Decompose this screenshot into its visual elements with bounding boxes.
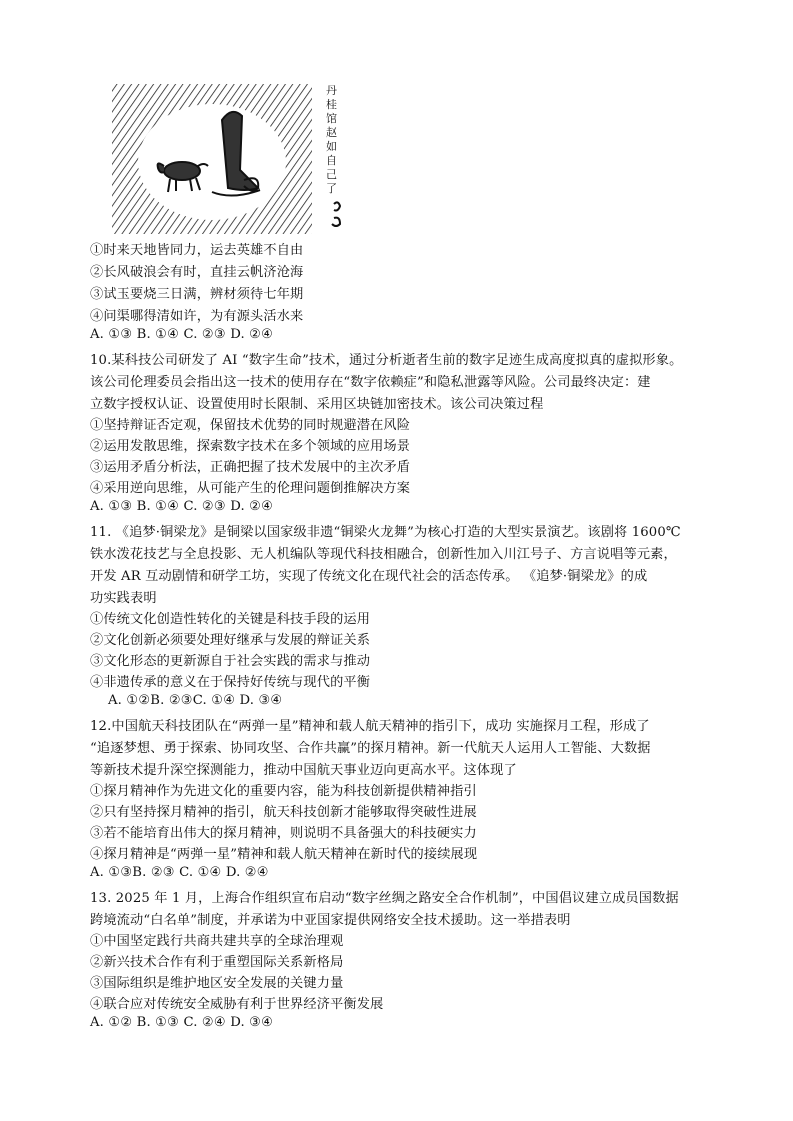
q12-option-4: ④探月精神是“两弹一星”精神和载人航天精神在新时代的接续展现 [90, 847, 478, 862]
q11-stem-line-4: 功实践表明 [90, 591, 157, 606]
artist-seal [332, 202, 340, 226]
q10-option-2: ②运用发散思维，探索数字技术在多个领域的应用场景 [90, 439, 411, 454]
svg-text:馆: 馆 [326, 112, 337, 125]
q9-option-3: ③试玉要烧三日满，辨材须待七年期 [90, 287, 304, 302]
q12-stem-line-1: 12.中国航天科技团队在“两弹一星”精神和载人航天精神的指引下，成功 实施探月工程，形成了 [90, 719, 650, 734]
svg-text:了: 了 [326, 182, 337, 195]
q11-option-4: ④非遗传承的意义在于保持好传统与现代的平衡 [90, 675, 371, 690]
q11-stem-line-2: 铁水泼花技艺与全息投影、无人机编队等现代科技相融合，创新性加入川江号子、方言说唱等元素， [90, 547, 677, 562]
q11-option-1: ①传统文化创造性转化的关键是科技手段的运用 [90, 612, 371, 627]
q10-answer-choices: A. ①③ B. ①④ C. ②③ D. ②④ [90, 499, 274, 514]
svg-text:丹: 丹 [326, 84, 337, 97]
q9-option-4: ④问渠哪得清如许，为有源头活水来 [90, 309, 304, 324]
q13-option-3: ③国际组织是维护地区安全发展的关键力量 [90, 976, 344, 991]
svg-text:自: 自 [326, 154, 337, 167]
cartoon-drawing [112, 80, 360, 234]
q13-option-4: ④联合应对传统安全威胁有利于世界经济平衡发展 [90, 997, 384, 1012]
q12-stem-line-2: “追逐梦想、勇于探索、协同攻坚、合作共赢”的探月精神。新一代航天人运用人工智能、大数据 [90, 741, 651, 756]
svg-text:己: 己 [326, 168, 337, 181]
q12-option-3: ③若不能培育出伟大的探月精神，则说明不具备强大的科技硬实力 [90, 826, 477, 841]
q13-answer-choices: A. ①② B. ①③ C. ②④ D. ③④ [90, 1015, 274, 1030]
q13-option-2: ②新兴技术合作有利于重塑国际关系新格局 [90, 955, 344, 970]
q13-stem-line-2: 跨境流动“白名单”制度，并承诺为中亚国家提供网络安全技术援助。这一举措表明 [90, 913, 571, 928]
q11-option-3: ③文化形态的更新源自于社会实践的需求与推动 [90, 654, 371, 669]
q12-option-2: ②只有坚持探月精神的指引，航天科技创新才能够取得突破性进展 [90, 805, 477, 820]
q12-option-1: ①探月精神作为先进文化的重要内容，能为科技创新提供精神指引 [90, 784, 477, 799]
q10-option-3: ③运用矛盾分析法，正确把握了技术发展中的主次矛盾 [90, 460, 411, 475]
q10-option-1: ①坚持辩证否定观，保留技术优势的同时规避潜在风险 [90, 418, 411, 433]
q9-option-2: ②长风破浪会有时，直挂云帆济沧海 [90, 265, 304, 280]
svg-text:赵: 赵 [326, 126, 337, 139]
q11-answer-choices: A. ①②B. ②③C. ①④ D. ③④ [108, 693, 283, 708]
svg-text:桂: 桂 [326, 98, 337, 111]
q11-option-2: ②文化创新必须要处理好继承与发展的辩证关系 [90, 633, 371, 648]
q11-stem-line-3: 开发 AR 互动剧情和研学工坊，实现了传统文化在现代社会的活态传承。 《追梦·铜梁龙》的成 [90, 569, 648, 584]
svg-text:如: 如 [326, 140, 337, 153]
q10-stem-line-1: 10.某科技公司研发了 AI “数字生命”技术，通过分析逝者生前的数字足迹生成高度拟真的虚拟形象。 [90, 353, 683, 368]
cartoon-illustration [112, 80, 360, 234]
q11-stem-line-1: 11. 《追梦·铜梁龙》是铜梁以国家级非遗“铜梁火龙舞”为核心打造的大型实景演艺。该剧将 1600℃ [90, 525, 681, 540]
q10-stem-line-2: 该公司伦理委员会指出这一技术的使用存在“数字依赖症”和隐私泄露等风险。公司最终决定：建 [90, 375, 651, 390]
q12-stem-line-3: 等新技术提升深空探测能力，推动中国航天事业迈向更高水平。这体现了 [90, 763, 517, 778]
q12-answer-choices: A. ①③B. ②③ C. ①④ D. ②④ [90, 865, 269, 880]
cartoon-caption [326, 84, 337, 195]
q9-option-1: ①时来天地皆同力，运去英雄不自由 [90, 243, 304, 258]
q9-answer-choices: A. ①③ B. ①④ C. ②③ D. ②④ [90, 327, 274, 342]
q13-option-1: ①中国坚定践行共商共建共享的全球治理观 [90, 934, 344, 949]
q10-option-4: ④采用逆向思维，从可能产生的伦理问题倒推解决方案 [90, 481, 411, 496]
q10-stem-line-3: 立数字授权认证、设置使用时长限制、采用区块链加密技术。该公司决策过程 [90, 397, 544, 412]
q13-stem-line-1: 13. 2025 年 1 月，上海合作组织宣布启动“数字丝绸之路安全合作机制”，中国倡议建立成员国数据 [90, 891, 679, 906]
